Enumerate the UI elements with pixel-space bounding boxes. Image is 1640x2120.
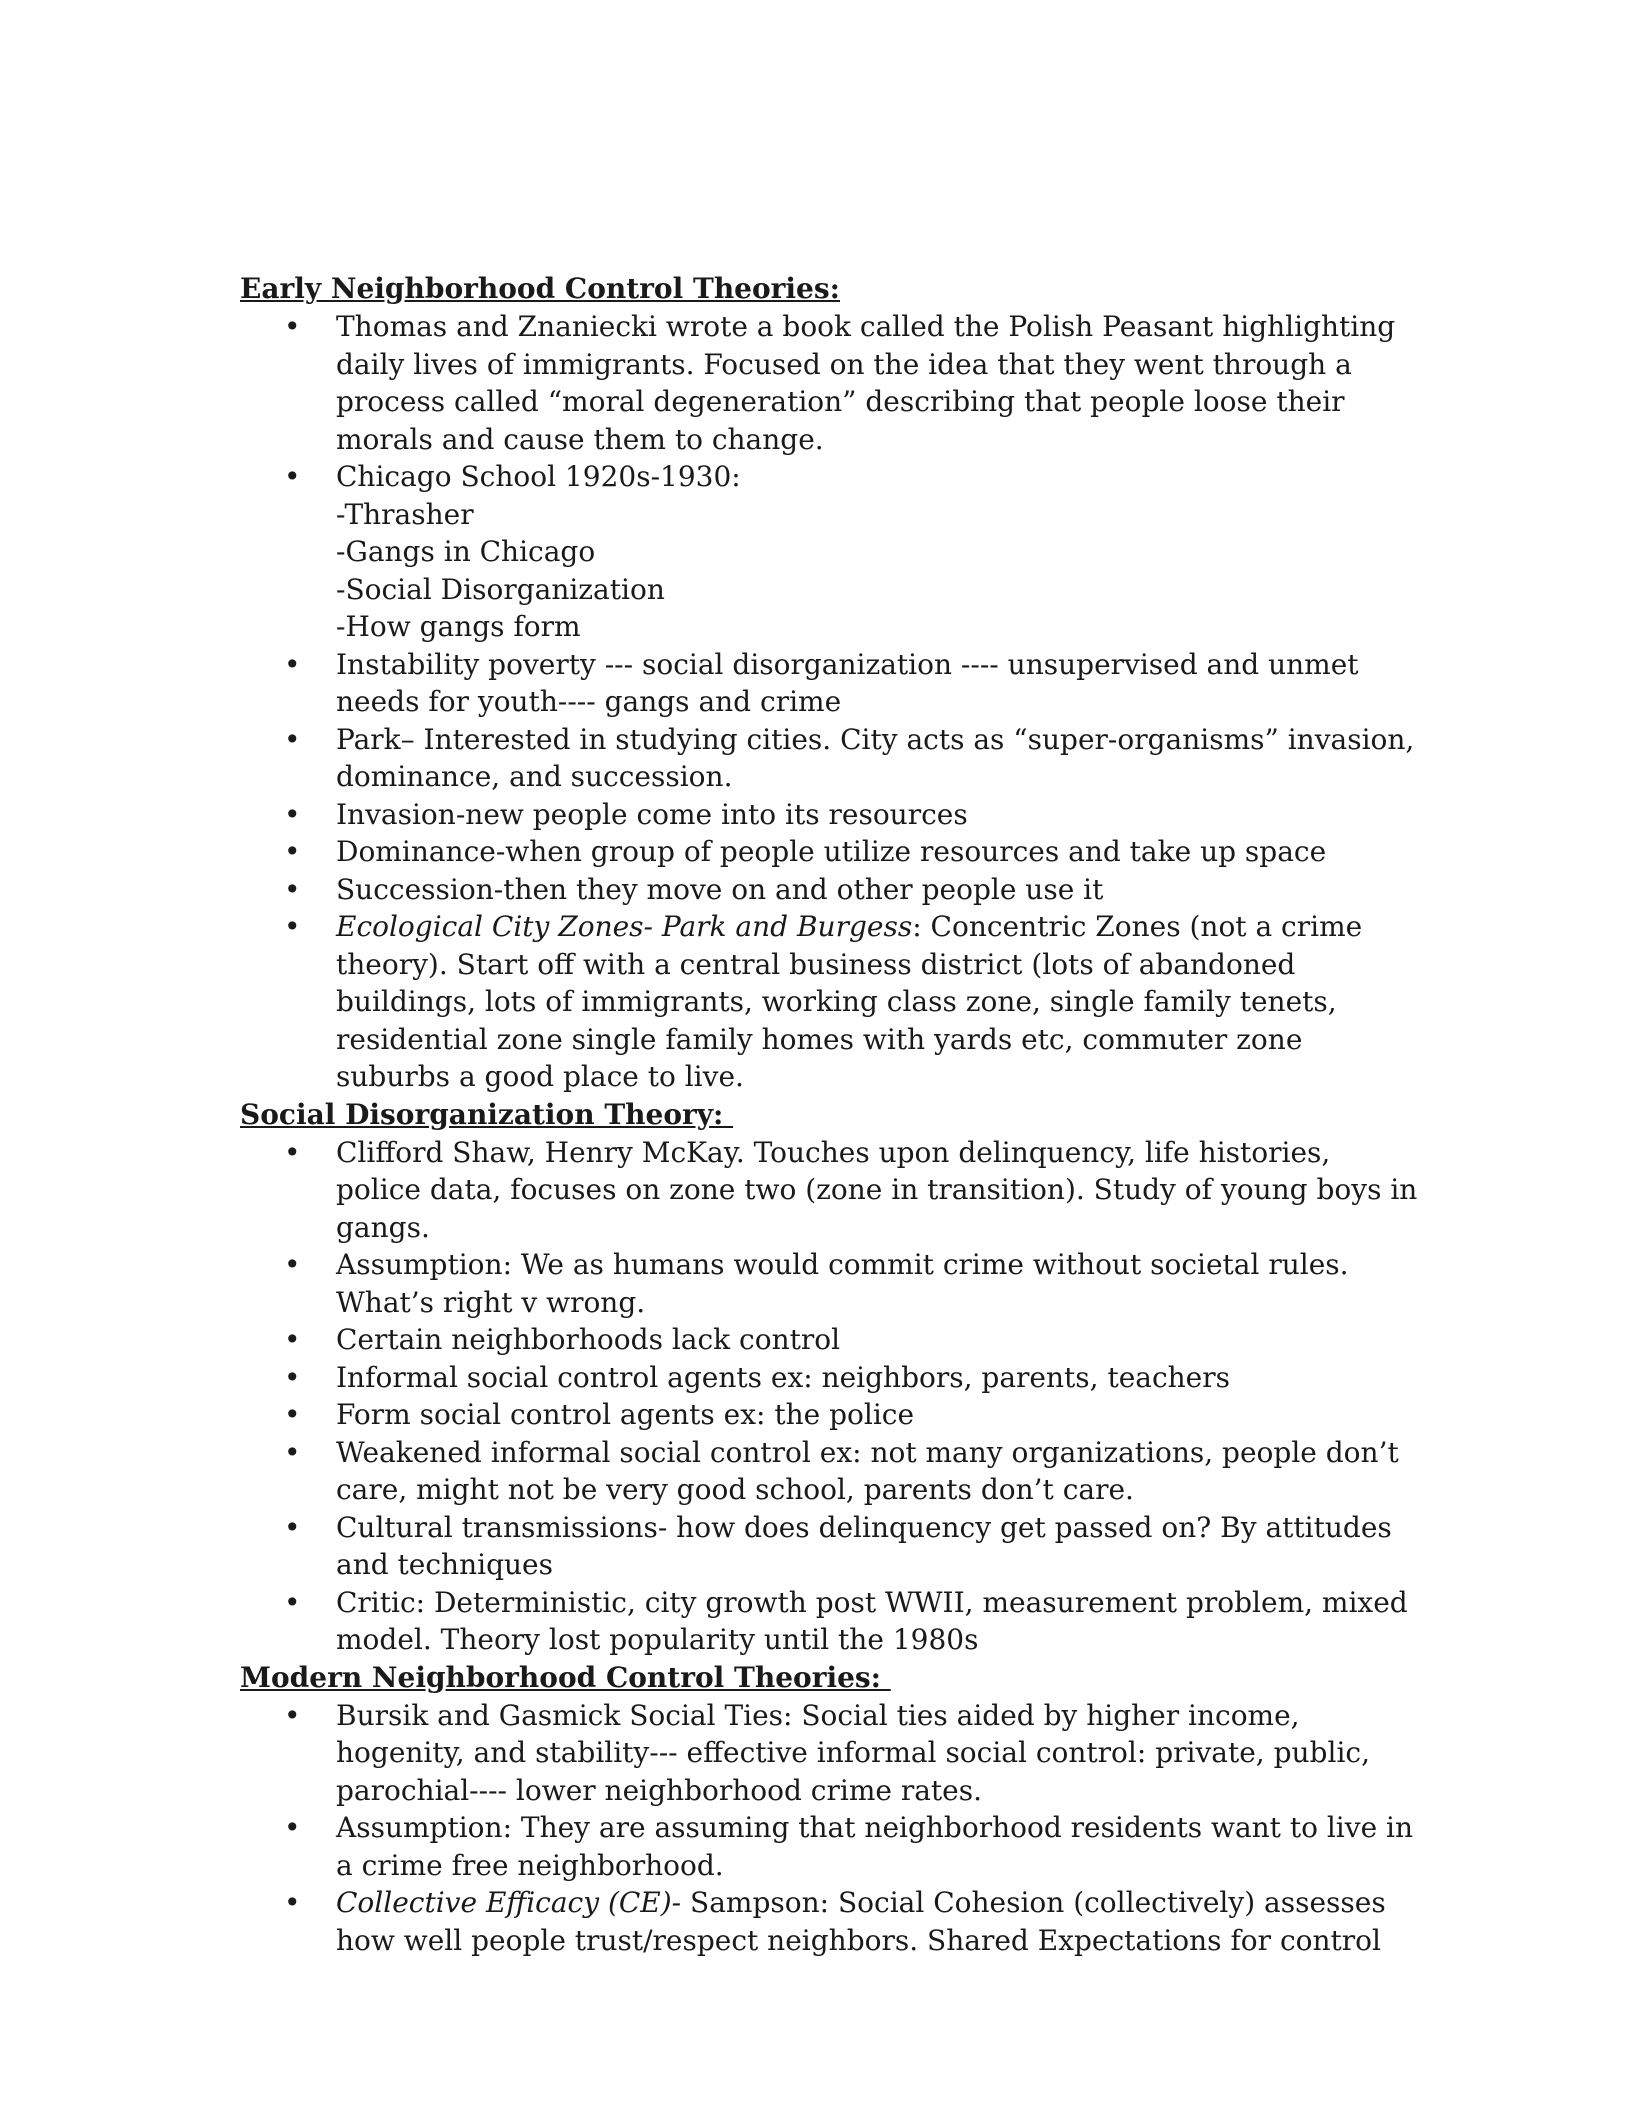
list-item <box>240 1321 1420 1359</box>
item-text: Form social control agents ex: the police <box>336 1398 915 1431</box>
item-text: Dominance-when group of people utilize resources and take up space <box>336 835 1327 868</box>
item-text: Informal social control agents ex: neighbors, parents, teachers <box>336 1360 1231 1394</box>
list-item <box>240 458 1420 646</box>
list-item <box>240 871 1420 909</box>
item-text: Assumption: They are assuming that neighborhood residents want to live in a crime free neighborhood. <box>336 1811 1414 1882</box>
item-text: Weakened informal social control ex: not many organizations, people don’t care, might not be very good school, parents don’t care. <box>336 1435 1399 1506</box>
item-text: : Concentric Zones (not a crime theory). Start off with a central business district (lots of abandoned buildings, lots of immigrants, working class zone, single family tenets, residential zone single family homes with yards etc, commuter zone suburbs a good place to live. <box>336 910 1363 1093</box>
list-item <box>240 646 1420 721</box>
list-item <box>240 1509 1420 1584</box>
list-item <box>240 1396 1420 1434</box>
item-text: Invasion-new people come into its resources <box>336 797 968 831</box>
item-text: Cultural transmissions- how does delinquency get passed on? By attitudes and techniques <box>336 1510 1392 1581</box>
item-text: Sampson: Social Cohesion (collectively) assesses how well people trust/respect neighbors. Shared Expectations for control <box>336 1886 1386 1957</box>
list-item <box>240 796 1420 834</box>
bullet-list <box>240 1134 1420 1659</box>
list-item <box>240 1884 1420 1959</box>
item-text: Thomas and Znaniecki wrote a book called the Polish Peasant highlighting daily lives of immigrants. Focused on the idea that they went through a process called “moral degeneration” describing that people loose their morals and cause them to change. <box>336 310 1396 456</box>
section-modern-theories <box>240 1659 1420 1960</box>
item-text: Park– Interested in studying cities. City acts as “super-organisms” invasion, dominance, and succession. <box>336 722 1415 793</box>
item-text: Bursik and Gasmick Social Ties: Social ties aided by higher income, hogenity, and stability--- effective informal social control: private, public, parochial---- lower neighborhood crime rates. <box>336 1698 1370 1807</box>
section-heading: Social Disorganization Theory: <box>240 1097 734 1131</box>
sub-item: -Social Disorganization <box>336 572 665 606</box>
item-text: Chicago School 1920s-1930: <box>336 460 741 493</box>
list-item <box>240 1697 1420 1810</box>
list-item <box>240 1809 1420 1884</box>
list-item <box>240 1134 1420 1247</box>
item-text: Certain neighborhoods lack control <box>336 1323 841 1356</box>
sub-item: -How gangs form <box>336 610 581 643</box>
item-text: Instability poverty --- social disorganization ---- unsupervised and unmet needs for youth---- gangs and crime <box>336 647 1359 718</box>
list-item <box>240 1359 1420 1397</box>
item-text: Critic: Deterministic, city growth post WWII, measurement problem, mixed model. Theory lost popularity until the 1980s <box>336 1585 1408 1656</box>
document-page <box>240 270 1420 1959</box>
list-item <box>240 308 1420 458</box>
item-emphasis: Ecological City Zones- Park and Burgess <box>336 910 913 943</box>
section-heading: Modern Neighborhood Control Theories: <box>240 1660 891 1694</box>
list-item <box>240 833 1420 871</box>
section-early-theories <box>240 270 1420 1096</box>
item-emphasis: Collective Efficacy (CE)- <box>336 1886 682 1919</box>
list-item <box>240 908 1420 1096</box>
sub-item: -Gangs in Chicago <box>336 535 596 568</box>
list-item <box>240 1246 1420 1321</box>
item-text: Assumption: We as humans would commit crime without societal rules. What’s right v wrong. <box>336 1248 1349 1319</box>
item-text: Succession-then they move on and other people use it <box>336 872 1104 906</box>
bullet-list <box>240 1697 1420 1960</box>
section-social-disorganization <box>240 1096 1420 1659</box>
list-item <box>240 721 1420 796</box>
sub-item: -Thrasher <box>336 497 474 531</box>
bullet-list <box>240 308 1420 1096</box>
item-text: Clifford Shaw, Henry McKay. Touches upon delinquency, life histories, police data, focuses on zone two (zone in transition). Study of young boys in gangs. <box>336 1135 1418 1244</box>
list-item <box>240 1584 1420 1659</box>
section-heading: Early Neighborhood Control Theories: <box>240 272 840 305</box>
list-item <box>240 1434 1420 1509</box>
